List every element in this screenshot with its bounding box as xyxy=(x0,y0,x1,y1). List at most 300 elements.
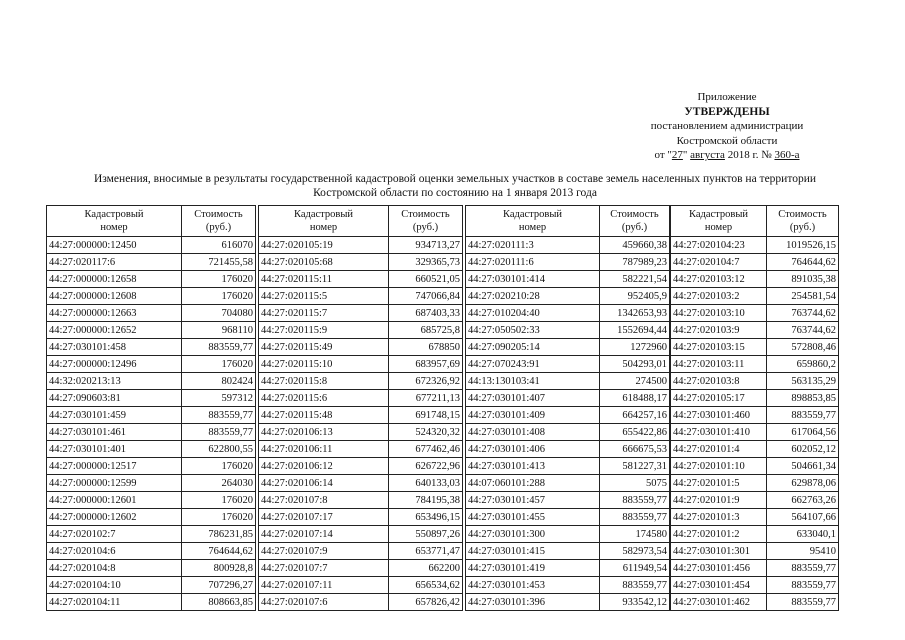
cadastral-number-cell: 44:27:000000:12608 xyxy=(47,288,182,305)
table-row xyxy=(671,458,839,475)
cadastral-number-cell: 44:32:020213:13 xyxy=(47,373,182,390)
cost-cell: 685725,8 xyxy=(389,322,463,339)
cadastral-number-cell: 44:27:020115:6 xyxy=(259,390,389,407)
cadastral-number-cell: 44:13:130103:41 xyxy=(466,373,600,390)
cost-cell: 629878,06 xyxy=(767,475,839,492)
cadastral-number-cell: 44:27:000000:12450 xyxy=(47,237,182,254)
table-row xyxy=(259,373,463,390)
table-row xyxy=(466,254,670,271)
cadastral-number-cell: 44:27:020101:9 xyxy=(671,492,767,509)
cost-cell: 655422,86 xyxy=(600,424,670,441)
cadastral-number-cell: 44:27:030101:460 xyxy=(671,407,767,424)
table-row xyxy=(47,373,256,390)
cost-cell: 274500 xyxy=(600,373,670,390)
table-row xyxy=(47,560,256,577)
cadastral-number-cell: 44:27:020104:23 xyxy=(671,237,767,254)
table-row xyxy=(259,339,463,356)
cadastral-number-cell: 44:27:030101:419 xyxy=(466,560,600,577)
cost-cell: 176020 xyxy=(182,509,256,526)
cost-cell: 176020 xyxy=(182,492,256,509)
table-row xyxy=(259,560,463,577)
cadastral-number-cell: 44:27:030101:458 xyxy=(47,339,182,356)
cadastral-number-cell: 44:27:030101:406 xyxy=(466,441,600,458)
cadastral-number-cell: 44:27:030101:459 xyxy=(47,407,182,424)
column-header-cost-line1: Стоимость xyxy=(194,209,243,220)
date-prefix: от " xyxy=(654,149,672,161)
table-row xyxy=(671,543,839,560)
cadastral-number-cell: 44:27:020107:11 xyxy=(259,577,389,594)
cost-cell: 504293,01 xyxy=(600,356,670,373)
cadastral-number-cell: 44:27:030101:300 xyxy=(466,526,600,543)
table-row xyxy=(259,254,463,271)
column-header-cost-line1: Стоимость xyxy=(401,209,450,220)
cost-cell: 618488,17 xyxy=(600,390,670,407)
table-row xyxy=(671,254,839,271)
table-row xyxy=(671,424,839,441)
cost-cell: 254581,54 xyxy=(767,288,839,305)
cadastral-number-cell: 44:27:020101:5 xyxy=(671,475,767,492)
cadastral-number-cell: 44:27:030101:462 xyxy=(671,594,767,611)
table-row xyxy=(47,543,256,560)
cadastral-number-cell: 44:27:030101:301 xyxy=(671,543,767,560)
column-header-cost-line2: (руб.) xyxy=(205,222,232,233)
column-header-number xyxy=(466,206,600,237)
cadastral-number-cell: 44:27:000000:12663 xyxy=(47,305,182,322)
cost-cell: 174580 xyxy=(600,526,670,543)
cost-cell: 582973,54 xyxy=(600,543,670,560)
document-header xyxy=(627,90,827,163)
column-header-cost xyxy=(389,206,463,237)
column-header-cost-line2: (руб.) xyxy=(621,222,648,233)
table-row xyxy=(466,339,670,356)
table-row xyxy=(47,594,256,611)
table-row xyxy=(671,492,839,509)
table-row xyxy=(47,271,256,288)
region-label: Костромской области xyxy=(676,134,778,147)
cost-cell: 883559,77 xyxy=(600,509,670,526)
cadastral-number-cell: 44:27:020101:10 xyxy=(671,458,767,475)
cost-cell: 1342653,93 xyxy=(600,305,670,322)
table-row xyxy=(466,407,670,424)
table-row xyxy=(47,577,256,594)
table-row xyxy=(259,543,463,560)
cadastral-number-cell: 44:27:020103:9 xyxy=(671,322,767,339)
cadastral-number-cell: 44:27:020103:15 xyxy=(671,339,767,356)
cost-cell: 550897,26 xyxy=(389,526,463,543)
cost-cell: 564107,66 xyxy=(767,509,839,526)
table-row xyxy=(466,373,670,390)
approved-label: УТВЕРЖДЕНЫ xyxy=(684,105,770,118)
cadastral-number-cell: 44:27:020102:7 xyxy=(47,526,182,543)
column-header-number-line1: Кадастровый xyxy=(293,209,354,220)
table-row xyxy=(47,492,256,509)
cadastral-number-cell: 44:27:020103:8 xyxy=(671,373,767,390)
table-row xyxy=(47,526,256,543)
table-row xyxy=(259,305,463,322)
table-row xyxy=(259,594,463,611)
cadastral-number-cell: 44:27:030101:454 xyxy=(671,577,767,594)
cadastral-number-cell: 44:27:030101:396 xyxy=(466,594,600,611)
table-row xyxy=(466,577,670,594)
cost-cell: 764644,62 xyxy=(767,254,839,271)
column-header-number-line1: Кадастровый xyxy=(84,209,144,220)
date-month: августа xyxy=(690,149,725,161)
table-row xyxy=(47,424,256,441)
cost-cell: 898853,85 xyxy=(767,390,839,407)
table-row xyxy=(466,271,670,288)
cost-cell: 800928,8 xyxy=(182,560,256,577)
cost-cell: 653771,47 xyxy=(389,543,463,560)
cost-cell: 329365,73 xyxy=(389,254,463,271)
cadastre-table-4 xyxy=(670,205,839,611)
cost-cell: 704080 xyxy=(182,305,256,322)
table-row xyxy=(466,288,670,305)
table-row xyxy=(259,322,463,339)
cost-cell: 763744,62 xyxy=(767,322,839,339)
cadastral-number-cell: 44:27:020107:6 xyxy=(259,594,389,611)
cadastral-number-cell: 44:27:020105:68 xyxy=(259,254,389,271)
cadastral-number-cell: 44:27:020107:14 xyxy=(259,526,389,543)
table-row xyxy=(259,237,463,254)
cadastral-number-cell: 44:27:020115:7 xyxy=(259,305,389,322)
cadastral-number-cell: 44:27:010204:40 xyxy=(466,305,600,322)
column-header-number xyxy=(671,206,767,237)
table-row xyxy=(671,322,839,339)
table-row xyxy=(47,254,256,271)
table-row xyxy=(47,475,256,492)
cadastral-number-cell: 44:27:020115:11 xyxy=(259,271,389,288)
table-row xyxy=(259,407,463,424)
cost-cell: 1272960 xyxy=(600,339,670,356)
table-row xyxy=(671,339,839,356)
cost-cell: 883559,77 xyxy=(767,560,839,577)
table-row xyxy=(466,509,670,526)
cadastral-number-cell: 44:27:020111:6 xyxy=(466,254,600,271)
cost-cell: 176020 xyxy=(182,271,256,288)
table-row xyxy=(466,492,670,509)
cadastral-number-cell: 44:27:020101:3 xyxy=(671,509,767,526)
cadastral-number-cell: 44:27:030101:413 xyxy=(466,458,600,475)
cost-cell: 459660,38 xyxy=(600,237,670,254)
title-line-2: Костромской области по состоянию на 1 января 2013 года xyxy=(313,187,597,199)
cadastre-table-3 xyxy=(465,205,670,611)
date-number: 360-а xyxy=(774,149,800,161)
table-row xyxy=(671,373,839,390)
cost-cell: 626722,96 xyxy=(389,458,463,475)
cadastral-number-cell: 44:27:020117:6 xyxy=(47,254,182,271)
cadastral-number-cell: 44:27:030101:409 xyxy=(466,407,600,424)
title-line-1: Изменения, вносимые в результаты государственной кадастровой оценки земельных участков в составе земель населенных пунктов на территории xyxy=(93,173,817,185)
table-row xyxy=(466,543,670,560)
cost-cell: 602052,12 xyxy=(767,441,839,458)
cadastral-number-cell: 44:27:050502:33 xyxy=(466,322,600,339)
cost-cell: 581227,31 xyxy=(600,458,670,475)
cadastral-number-cell: 44:27:020106:11 xyxy=(259,441,389,458)
cadastral-number-cell: 44:27:020106:13 xyxy=(259,424,389,441)
table-row xyxy=(47,458,256,475)
cadastral-number-cell: 44:27:070243:91 xyxy=(466,356,600,373)
cadastral-number-cell: 44:27:020107:8 xyxy=(259,492,389,509)
cadastral-number-cell: 44:27:020106:14 xyxy=(259,475,389,492)
cadastral-number-cell: 44:27:030101:456 xyxy=(671,560,767,577)
cadastral-number-cell: 44:27:020103:12 xyxy=(671,271,767,288)
cost-cell: 787989,23 xyxy=(600,254,670,271)
table-row xyxy=(671,288,839,305)
table-row xyxy=(671,509,839,526)
cost-cell: 883559,77 xyxy=(600,492,670,509)
column-header-number xyxy=(47,206,182,237)
table-row xyxy=(466,594,670,611)
cadastral-number-cell: 44:27:020103:10 xyxy=(671,305,767,322)
cadastral-number-cell: 44:27:020105:19 xyxy=(259,237,389,254)
cost-cell: 677211,13 xyxy=(389,390,463,407)
cost-cell: 786231,85 xyxy=(182,526,256,543)
table-row xyxy=(259,526,463,543)
cost-cell: 707296,27 xyxy=(182,577,256,594)
cadastral-number-cell: 44:27:020210:28 xyxy=(466,288,600,305)
table-row xyxy=(466,322,670,339)
cost-cell: 891035,38 xyxy=(767,271,839,288)
table-row xyxy=(47,339,256,356)
cadastral-number-cell: 44:27:020107:17 xyxy=(259,509,389,526)
cost-cell: 721455,58 xyxy=(182,254,256,271)
cadastral-number-cell: 44:27:030101:415 xyxy=(466,543,600,560)
date-line xyxy=(627,148,827,163)
table-row xyxy=(259,577,463,594)
table-header-row xyxy=(466,206,670,237)
cost-cell: 883559,77 xyxy=(767,594,839,611)
table-row xyxy=(466,458,670,475)
table-row xyxy=(47,288,256,305)
column-header-number-line1: Кадастровый xyxy=(502,209,563,220)
table-row xyxy=(466,441,670,458)
table-row xyxy=(466,356,670,373)
table-row xyxy=(671,560,839,577)
cadastral-number-cell: 44:27:020106:12 xyxy=(259,458,389,475)
table-row xyxy=(466,424,670,441)
cost-cell: 968110 xyxy=(182,322,256,339)
table-row xyxy=(671,577,839,594)
cadastral-number-cell: 44:27:020107:9 xyxy=(259,543,389,560)
cadastral-number-cell: 44:07:060101:288 xyxy=(466,475,600,492)
cost-cell: 662763,26 xyxy=(767,492,839,509)
cadastral-number-cell: 44:27:000000:12601 xyxy=(47,492,182,509)
table-row xyxy=(671,407,839,424)
cost-cell: 504661,34 xyxy=(767,458,839,475)
table-row xyxy=(259,424,463,441)
table-row xyxy=(466,305,670,322)
table-row xyxy=(671,271,839,288)
table-row xyxy=(47,441,256,458)
cadastral-number-cell: 44:27:020103:11 xyxy=(671,356,767,373)
cost-cell: 883559,77 xyxy=(182,339,256,356)
column-header-number-line2: номер xyxy=(309,222,338,233)
cadastral-number-cell: 44:27:030101:401 xyxy=(47,441,182,458)
column-header-cost xyxy=(767,206,839,237)
column-header-number-line1: Кадастровый xyxy=(688,209,749,220)
date-mid: " xyxy=(682,149,691,161)
cadastral-number-cell: 44:27:030101:407 xyxy=(466,390,600,407)
cadastral-number-cell: 44:27:020104:7 xyxy=(671,254,767,271)
cadastral-number-cell: 44:27:030101:408 xyxy=(466,424,600,441)
cost-cell: 633040,1 xyxy=(767,526,839,543)
cost-cell: 660521,05 xyxy=(389,271,463,288)
cadastral-number-cell: 44:27:000000:12599 xyxy=(47,475,182,492)
table-row xyxy=(671,305,839,322)
cost-cell: 952405,9 xyxy=(600,288,670,305)
cost-cell: 5075 xyxy=(600,475,670,492)
cadastral-number-cell: 44:27:020107:7 xyxy=(259,560,389,577)
cadastral-number-cell: 44:27:030101:453 xyxy=(466,577,600,594)
cadastral-number-cell: 44:27:020103:2 xyxy=(671,288,767,305)
cadastral-number-cell: 44:27:020115:8 xyxy=(259,373,389,390)
cost-cell: 616070 xyxy=(182,237,256,254)
cost-cell: 611949,54 xyxy=(600,560,670,577)
table-row xyxy=(671,441,839,458)
appendix-label: Приложение xyxy=(697,91,757,103)
cadastre-table-2 xyxy=(258,205,463,611)
cadastral-number-cell: 44:27:000000:12652 xyxy=(47,322,182,339)
cost-cell: 176020 xyxy=(182,458,256,475)
cost-cell: 597312 xyxy=(182,390,256,407)
cost-cell: 662200 xyxy=(389,560,463,577)
date-day: 27 xyxy=(671,149,683,161)
cost-cell: 677462,46 xyxy=(389,441,463,458)
column-header-cost-line1: Стоимость xyxy=(778,209,827,220)
table-row xyxy=(47,237,256,254)
cadastral-number-cell: 44:27:030101:461 xyxy=(47,424,182,441)
table-row xyxy=(259,356,463,373)
cadastre-table-1 xyxy=(46,205,256,611)
date-year: 2018 г. № xyxy=(724,149,775,161)
cadastral-number-cell: 44:27:020104:6 xyxy=(47,543,182,560)
cost-cell: 883559,77 xyxy=(182,407,256,424)
column-header-cost-line2: (руб.) xyxy=(412,222,439,233)
cadastral-number-cell: 44:27:030101:410 xyxy=(671,424,767,441)
cost-cell: 622800,55 xyxy=(182,441,256,458)
cadastral-number-cell: 44:27:020105:17 xyxy=(671,390,767,407)
table-header-row xyxy=(259,206,463,237)
cost-cell: 883559,77 xyxy=(767,407,839,424)
cost-cell: 582221,54 xyxy=(600,271,670,288)
column-header-number-line2: номер xyxy=(518,222,547,233)
table-header-row xyxy=(47,206,256,237)
cost-cell: 883559,77 xyxy=(182,424,256,441)
table-row xyxy=(466,560,670,577)
cadastral-number-cell: 44:27:020115:48 xyxy=(259,407,389,424)
cost-cell: 883559,77 xyxy=(767,577,839,594)
table-row xyxy=(466,237,670,254)
document-title xyxy=(60,172,850,200)
cadastral-number-cell: 44:27:000000:12658 xyxy=(47,271,182,288)
cost-cell: 678850 xyxy=(389,339,463,356)
cost-cell: 95410 xyxy=(767,543,839,560)
table-row xyxy=(466,390,670,407)
column-header-cost-line2: (руб.) xyxy=(789,222,816,233)
cadastral-number-cell: 44:27:000000:12602 xyxy=(47,509,182,526)
table-row xyxy=(259,390,463,407)
cost-cell: 672326,92 xyxy=(389,373,463,390)
resolution-label: постановлением администрации xyxy=(650,120,804,132)
table-row xyxy=(259,492,463,509)
column-header-cost xyxy=(182,206,256,237)
table-row xyxy=(259,509,463,526)
table-row xyxy=(47,305,256,322)
cost-cell: 933542,12 xyxy=(600,594,670,611)
table-header-row xyxy=(671,206,839,237)
cadastral-number-cell: 44:27:090603:81 xyxy=(47,390,182,407)
cost-cell: 691748,15 xyxy=(389,407,463,424)
column-header-cost xyxy=(600,206,670,237)
cadastral-number-cell: 44:27:020115:10 xyxy=(259,356,389,373)
cost-cell: 808663,85 xyxy=(182,594,256,611)
cost-cell: 563135,29 xyxy=(767,373,839,390)
cadastral-number-cell: 44:27:020101:4 xyxy=(671,441,767,458)
cost-cell: 784195,38 xyxy=(389,492,463,509)
cost-cell: 659860,2 xyxy=(767,356,839,373)
column-header-number xyxy=(259,206,389,237)
cost-cell: 653496,15 xyxy=(389,509,463,526)
table-row xyxy=(466,475,670,492)
column-header-number-line2: номер xyxy=(704,222,733,233)
table-row xyxy=(47,356,256,373)
cost-cell: 934713,27 xyxy=(389,237,463,254)
cost-cell: 883559,77 xyxy=(600,577,670,594)
cost-cell: 763744,62 xyxy=(767,305,839,322)
cadastral-number-cell: 44:27:030101:414 xyxy=(466,271,600,288)
table-row xyxy=(47,509,256,526)
table-row xyxy=(47,390,256,407)
cost-cell: 747066,84 xyxy=(389,288,463,305)
table-row xyxy=(47,407,256,424)
table-row xyxy=(259,271,463,288)
cadastral-number-cell: 44:27:020115:5 xyxy=(259,288,389,305)
column-header-number-line2: номер xyxy=(100,222,128,233)
cadastral-number-cell: 44:27:030101:455 xyxy=(466,509,600,526)
cadastral-number-cell: 44:27:020115:49 xyxy=(259,339,389,356)
cost-cell: 176020 xyxy=(182,288,256,305)
cadastral-number-cell: 44:27:020115:9 xyxy=(259,322,389,339)
cost-cell: 764644,62 xyxy=(182,543,256,560)
cost-cell: 666675,53 xyxy=(600,441,670,458)
table-row xyxy=(259,288,463,305)
table-row xyxy=(671,526,839,543)
cadastral-number-cell: 44:27:020104:11 xyxy=(47,594,182,611)
cost-cell: 1552694,44 xyxy=(600,322,670,339)
cadastral-number-cell: 44:27:020101:2 xyxy=(671,526,767,543)
cost-cell: 640133,03 xyxy=(389,475,463,492)
cost-cell: 683957,69 xyxy=(389,356,463,373)
table-row xyxy=(671,356,839,373)
column-header-cost-line1: Стоимость xyxy=(610,209,659,220)
cost-cell: 802424 xyxy=(182,373,256,390)
cadastral-number-cell: 44:27:020104:8 xyxy=(47,560,182,577)
cost-cell: 524320,32 xyxy=(389,424,463,441)
cost-cell: 687403,33 xyxy=(389,305,463,322)
table-row xyxy=(47,322,256,339)
cost-cell: 176020 xyxy=(182,356,256,373)
table-row xyxy=(259,441,463,458)
cadastral-number-cell: 44:27:020104:10 xyxy=(47,577,182,594)
cost-cell: 656534,62 xyxy=(389,577,463,594)
cost-cell: 264030 xyxy=(182,475,256,492)
cadastral-number-cell: 44:27:030101:457 xyxy=(466,492,600,509)
cadastral-number-cell: 44:27:020111:3 xyxy=(466,237,600,254)
table-row xyxy=(671,390,839,407)
table-row xyxy=(259,475,463,492)
cost-cell: 664257,16 xyxy=(600,407,670,424)
cost-cell: 617064,56 xyxy=(767,424,839,441)
